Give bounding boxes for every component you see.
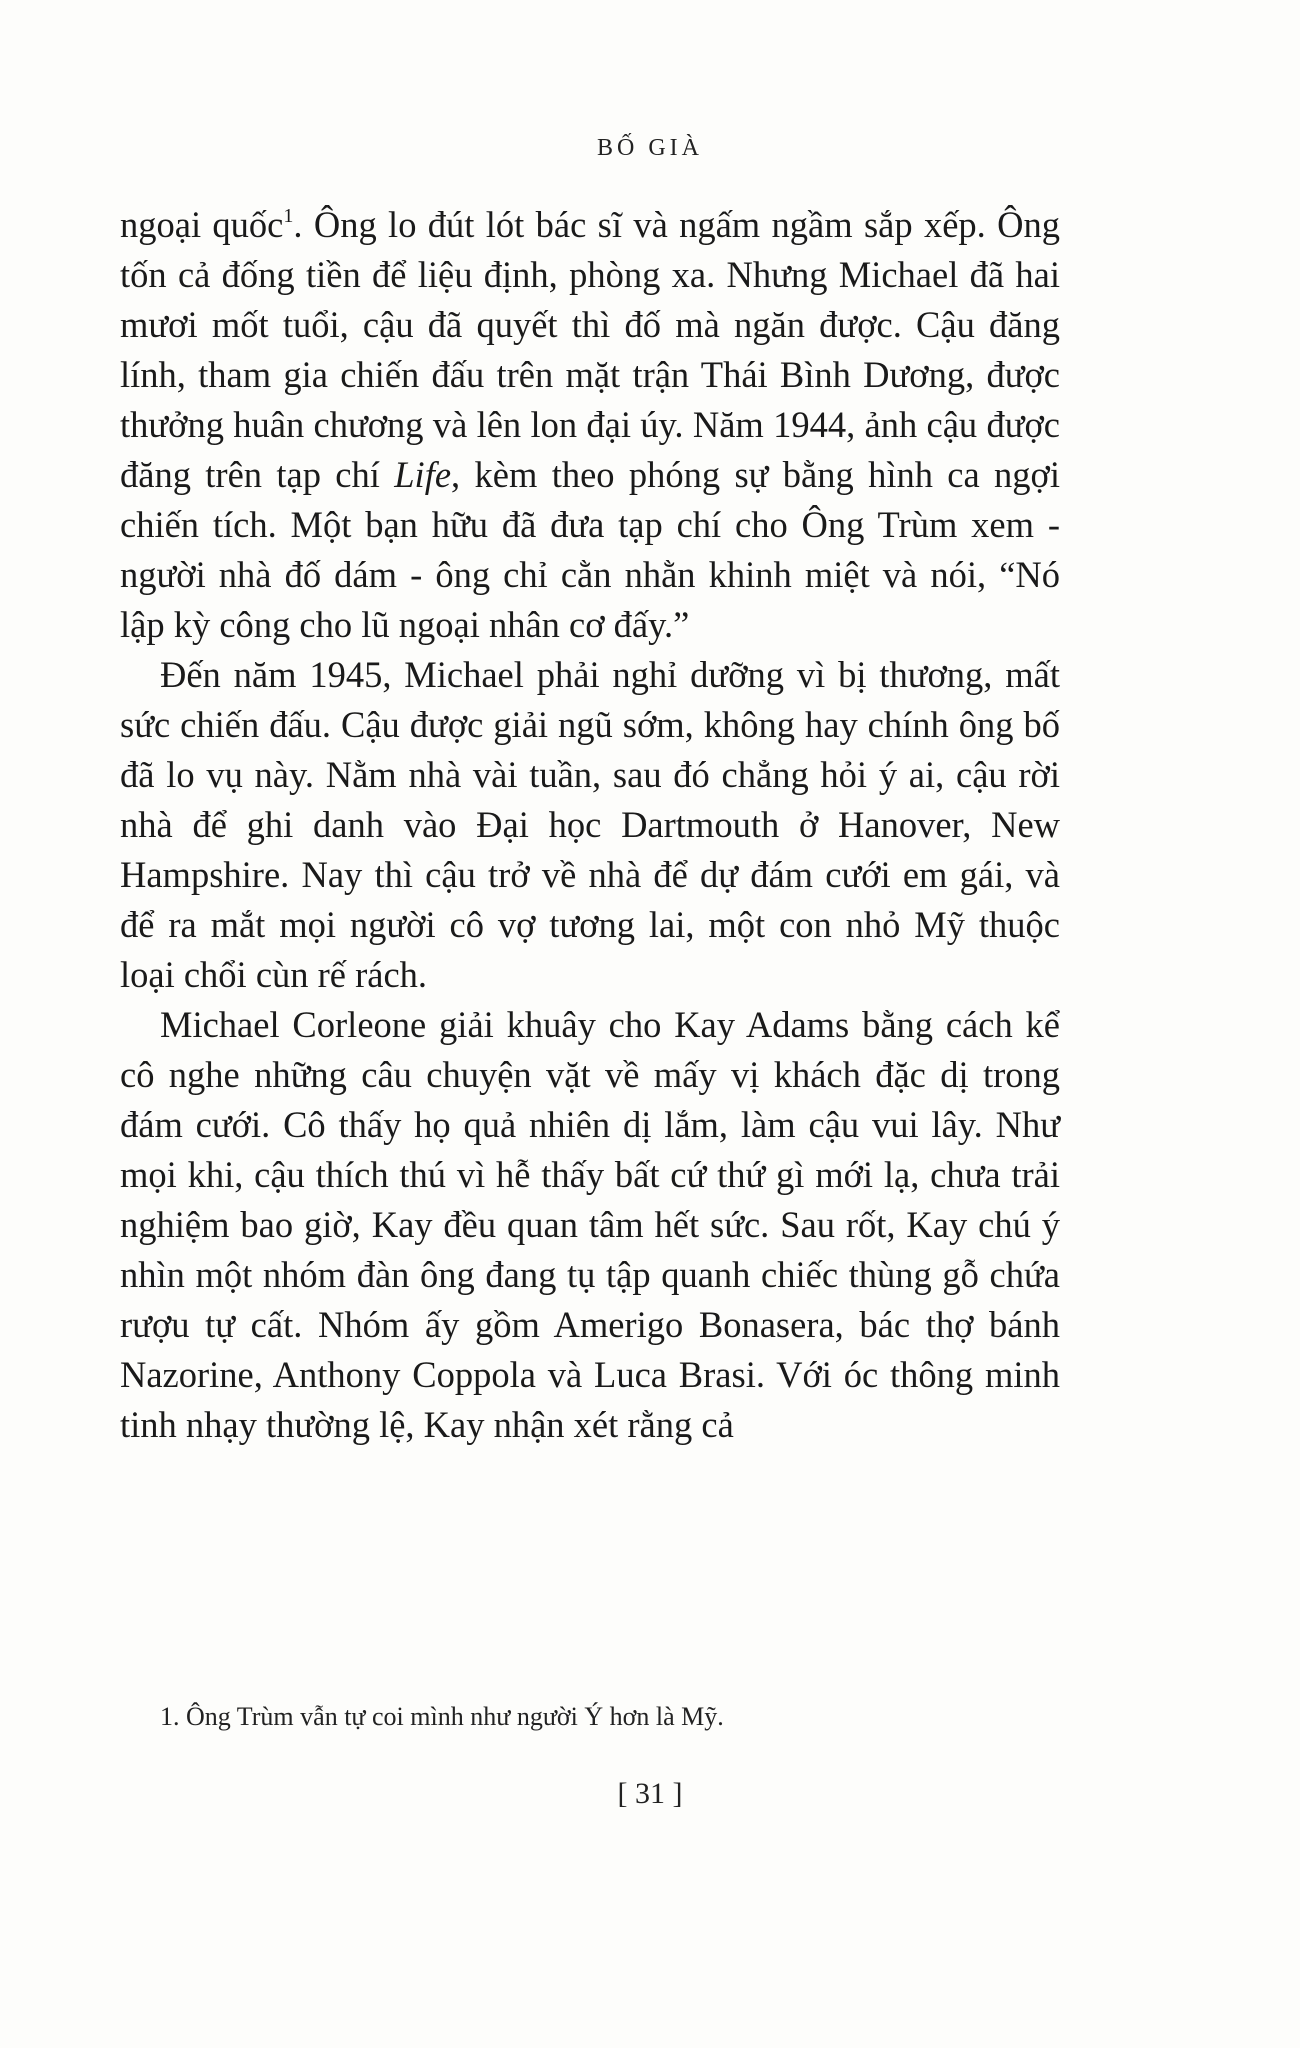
paragraph-3: Michael Corleone giải khuây cho Kay Adams bằng cách kể cô nghe những câu chuyện vặt về mấy vị khách đặc dị trong đám cưới. Cô thấy họ quả nhiên dị lắm, làm cậu vui lây. Như mọi khi, cậu thích thú vì hễ thấy bất cứ thứ gì mới lạ, chưa trải nghiệm bao giờ, Kay đều quan tâm hết sức. Sau rốt, Kay chú ý nhìn một nhóm đàn ông đang tụ tập quanh chiếc thùng gỗ chứa rượu tự cất. Nhóm ấy gồm Amerigo Bonasera, bác thợ bánh Nazorine, Anthony Coppola và Luca Brasi. Với óc thông minh tinh nhạy thường lệ, Kay nhận xét rằng cả [120,1004,1060,1445]
paragraph-1 [120,200,1060,650]
paragraph-1-middle: . Ông lo đút lót bác sĩ và ngấm ngầm sắp xếp. Ông tốn cả đống tiền để liệu định, phòng xa. Nhưng Michael đã hai mươi mốt tuổi, cậu đã quyết thì đố mà ngăn được. Cậu đăng lính, tham gia chiến đấu trên mặt trận Thái Bình Dương, được thưởng huân chương và lên lon đại úy. Năm 1944, ảnh cậu được đăng trên tạp chí [120,204,1060,495]
magazine-title: Life [394,454,452,495]
paragraph-1-start: ngoại quốc [120,204,284,245]
paragraph-1-end: , kèm theo phóng sự bằng hình ca ngợi chiến tích. Một bạn hữu đã đưa tạp chí cho Ông Trùm xem - người nhà đố dám - ông chỉ cằn nhằn khinh miệt và nói, “Nó lập kỳ công cho lũ ngoại nhân cơ đấy.” [120,454,1060,645]
footnote-marker: 1 [283,205,294,227]
running-header: BỐ GIÀ [597,135,703,161]
footnote: 1. Ông Trùm vẫn tự coi mình như người Ý hơn là Mỹ. [160,1702,724,1731]
body-text [120,200,1060,1450]
page-number: [ 31 ] [617,1777,683,1810]
paragraph-2: Đến năm 1945, Michael phải nghỉ dưỡng vì bị thương, mất sức chiến đấu. Cậu được giải ngũ sớm, không hay chính ông bố đã lo vụ này. Nằm nhà vài tuần, sau đó chẳng hỏi ý ai, cậu rời nhà để ghi danh vào Đại học Dartmouth ở Hanover, New Hampshire. Nay thì cậu trở về nhà để dự đám cưới em gái, và để ra mắt mọi người cô vợ tương lai, một con nhỏ Mỹ thuộc loại chổi cùn rế rách. [120,654,1060,995]
